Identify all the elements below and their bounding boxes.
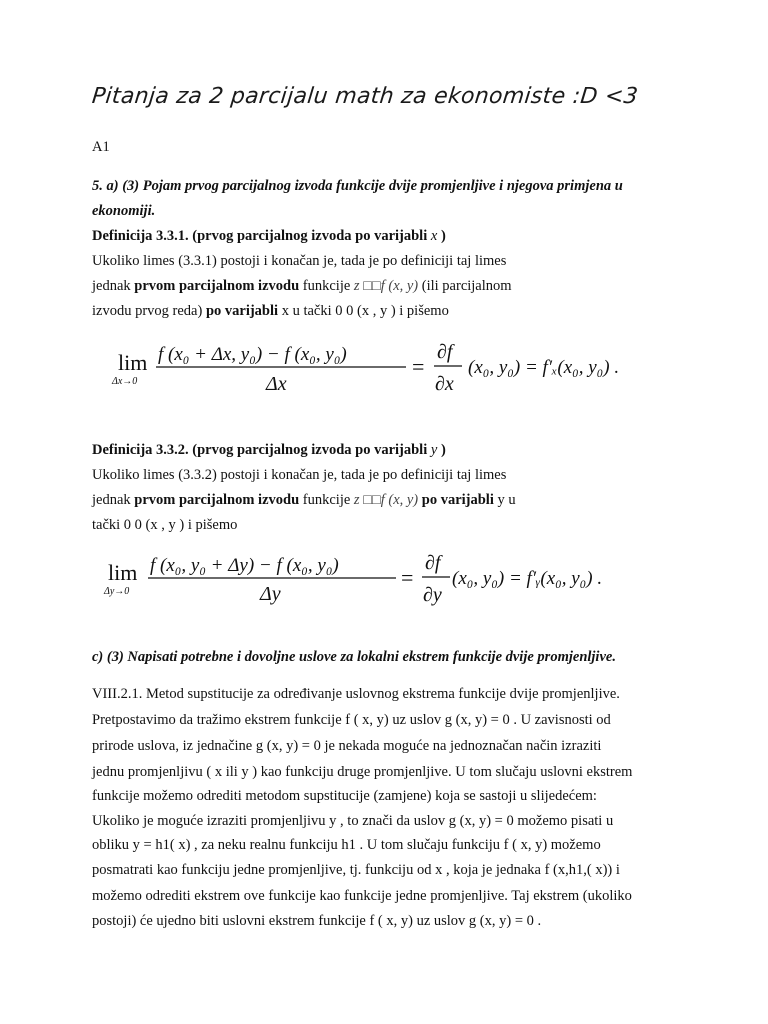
- formula-1-rhs: (x₀, y₀) = f′ₓ(x₀, y₀) .: [468, 357, 620, 378]
- definition-1-line2-func: z □□f (x, y): [353, 278, 419, 294]
- paragraph-line: prirode uslova, iz jednačine g (x, y) = 0 je nekada moguće na jednoznačan način izraziti: [92, 738, 602, 754]
- formula-1-partial-denominator: ∂x: [435, 373, 454, 395]
- definition-1-line1: Ukoliko limes (3.3.1) postoji i konačan je, tada je po definiciji taj limes: [92, 253, 507, 269]
- paragraph-line: Pretpostavimo da tražimo ekstrem funkcije f ( x, y) uz uslov g (x, y) = 0 . U zavisnosti od: [92, 712, 611, 728]
- definition-2-line2: [92, 492, 516, 509]
- definition-2-line1: Ukoliko limes (3.3.2) postoji i konačan je, tada je po definiciji taj limes: [92, 467, 507, 483]
- formula-2-lim: lim: [108, 560, 138, 585]
- definition-1-line2-e: (ili parcijalnom: [418, 278, 512, 294]
- question-c-heading: c) (3) Napisati potrebne i dovoljne uslove za lokalni ekstrem funkcije dvije promjenljive.: [92, 649, 616, 665]
- paragraph-line: možemo odrediti ekstrem ove funkcije kao funkcije jedne promjenljive. Taj ekstrem (ukoliko: [92, 888, 632, 904]
- paragraph-line: funkcije možemo odrediti metodom supstitucije (zamjene) koja se sastoji u slijedećem:: [92, 788, 597, 804]
- definition-1-heading: [92, 228, 446, 245]
- definition-1-line3-bold: po varijabli: [205, 303, 279, 319]
- definition-1-line3-a: izvodu prvog reda): [92, 303, 206, 319]
- definition-2-line2-a: jednak: [92, 492, 135, 508]
- formula-2-equals: =: [401, 565, 414, 590]
- definition-1-heading-close: ): [440, 228, 446, 244]
- formula-2-numerator: f (x₀, y₀ + Δy) − f (x₀, y₀): [150, 555, 339, 576]
- formula-2-partial-numerator: ∂f: [425, 552, 441, 574]
- definition-1-line2-a: jednak: [92, 278, 135, 294]
- formula-2-rhs: (x₀, y₀) = f′ᵧ(x₀, y₀) .: [452, 568, 603, 589]
- paragraph-line: Ukoliko je moguće izraziti promjenljivu y , to znači da uslov g (x, y) = 0 možemo pisati u: [92, 813, 614, 829]
- definition-2-line3: tački 0 0 (x , y ) i pišemo: [92, 517, 238, 533]
- paragraph-line: postoji) će ujedno biti uslovni ekstrem funkcije f ( x, y) uz uslov g (x, y) = 0 .: [92, 913, 542, 929]
- definition-1-line2-bold: prvom parcijalnom izvodu: [134, 278, 300, 294]
- definition-2-line2-bold2: po varijabli: [421, 492, 494, 508]
- question-5-heading-line2: ekonomiji.: [92, 203, 156, 219]
- formula-1-lim: lim: [118, 350, 148, 375]
- definition-2-heading-var: y: [430, 442, 438, 458]
- formula-2-denominator: Δy: [260, 583, 281, 605]
- formula-1-partial-numerator: ∂f: [437, 341, 453, 363]
- formula-partial-x: [100, 330, 700, 400]
- section-label: A1: [92, 139, 110, 155]
- paragraph-line: obliku y = h1( x) , za neku realnu funkciju h1 . U tom slučaju funkciju f ( x, y) možemo: [92, 837, 601, 853]
- definition-2-heading-close: ): [440, 442, 446, 458]
- formula-2-partial-denominator: ∂y: [423, 584, 442, 606]
- paragraph-line: VIII.2.1. Metod supstitucije za određivanje uslovnog ekstrema funkcije dvije promjenljive.: [92, 686, 620, 702]
- definition-1-heading-text: Definicija 3.3.1. (prvog parcijalnog izvoda po varijabli: [92, 228, 428, 244]
- formula-1-numerator: f (x₀ + Δx, y₀) − f (x₀, y₀): [158, 344, 347, 365]
- definition-1-line3: [92, 303, 449, 320]
- formula-partial-y: [100, 545, 700, 615]
- paragraph-line: posmatrati kao funkciju jedne promjenljive, tj. funkciju od x , koja je jednaka f (x,h1,( x)) i: [92, 862, 620, 878]
- paragraph-line: jednu promjenljivu ( x ili y ) kao funkciju druge promjenljive. U tom slučaju uslovni ekstrem: [92, 764, 633, 780]
- definition-1-line2: [92, 278, 512, 295]
- definition-2-line2-g: y u: [493, 492, 516, 508]
- definition-1-heading-var: x: [430, 228, 438, 244]
- definition-2-heading: [92, 442, 446, 459]
- document-title: Pitanja za 2 parcijalu math za ekonomiste :D <3: [90, 84, 640, 109]
- formula-1-denominator: Δx: [266, 373, 287, 395]
- definition-2-line2-func: z □□f (x, y): [353, 492, 419, 508]
- formula-2-lim-sub: Δy→0: [104, 586, 130, 597]
- definition-2-line2-c: funkcije: [299, 492, 354, 508]
- question-5-heading-line1: 5. a) (3) Pojam prvog parcijalnog izvoda funkcije dvije promjenljive i njegova primjena u: [92, 178, 623, 194]
- definition-2-heading-text: Definicija 3.3.2. (prvog parcijalnog izvoda po varijabli: [92, 442, 428, 458]
- definition-2-line2-bold: prvom parcijalnom izvodu: [134, 492, 300, 508]
- definition-1-line2-c: funkcije: [299, 278, 354, 294]
- formula-1-equals: =: [412, 354, 425, 379]
- definition-1-line3-c: x u tački 0 0 (x , y ) i pišemo: [278, 303, 449, 319]
- formula-1-lim-sub: Δx→0: [112, 376, 138, 387]
